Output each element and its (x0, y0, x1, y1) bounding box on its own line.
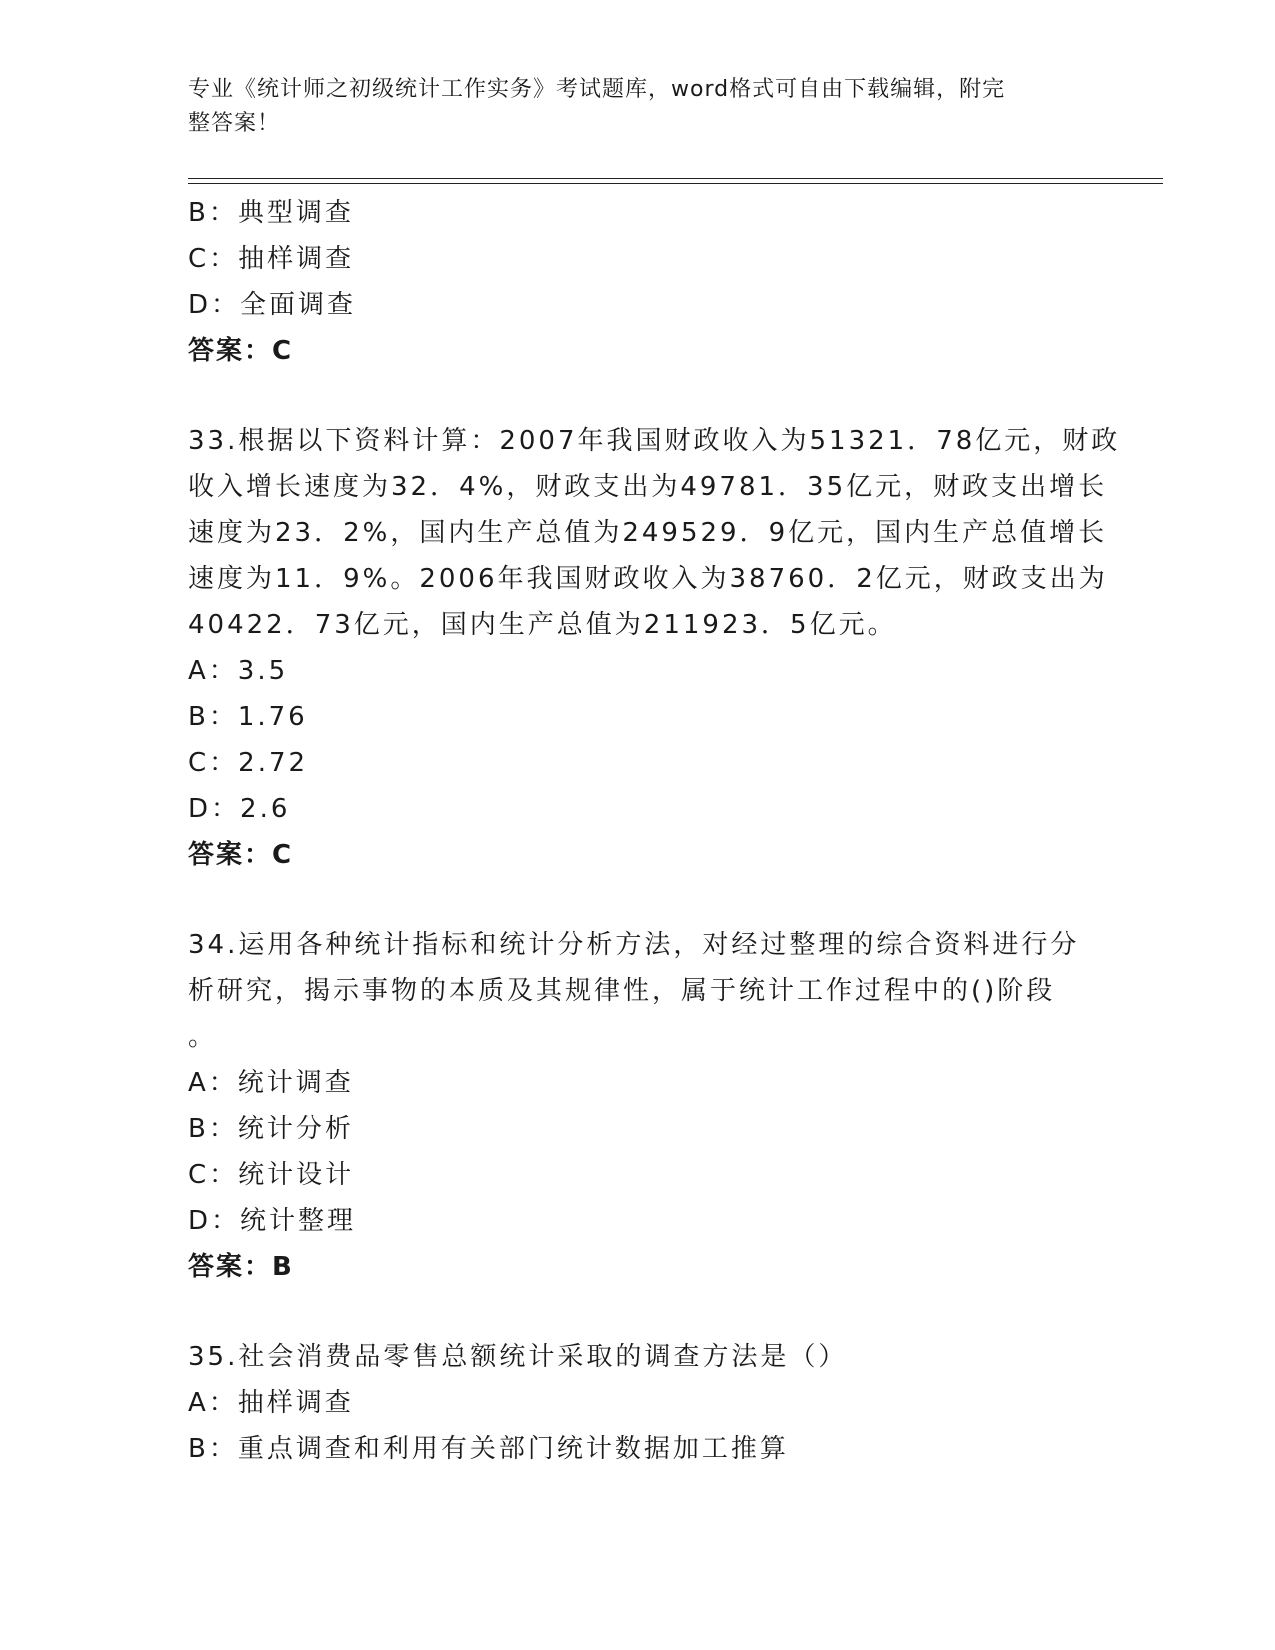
option-b: B：重点调查和利用有关部门统计数据加工推算 (188, 1434, 789, 1464)
spacer (188, 1290, 1088, 1334)
answer-line: 答案：C (188, 840, 294, 870)
answer-line: 答案：C (188, 336, 294, 366)
option-b: B：1.76 (188, 702, 308, 732)
option-a: A：3.5 (188, 656, 289, 686)
header-line-2: 整答案！ (188, 111, 281, 136)
option-d: D：2.6 (188, 794, 291, 824)
question-stem-line: 33.根据以下资料计算：2007年我国财政收入为51321．78亿元，财政 (188, 426, 1121, 456)
option-a: A：统计调查 (188, 1068, 354, 1098)
header-line-1: 专业《统计师之初级统计工作实务》考试题库，word格式可自由下载编辑，附完 (188, 77, 1006, 102)
question-stem-line: 35.社会消费品零售总额统计采取的调查方法是（） (188, 1342, 848, 1372)
question-stem-line: 40422．73亿元，国内生产总值为211923．5亿元。 (188, 610, 897, 640)
option-b: B：典型调查 (188, 198, 354, 228)
question-stem-line: 速度为23．2%，国内生产总值为249529．9亿元，国内生产总值增长 (188, 518, 1108, 548)
question-32 (188, 190, 1088, 374)
question-stem-line: 速度为11．9%。2006年我国财政收入为38760．2亿元，财政支出为 (188, 564, 1108, 594)
question-content (188, 190, 1121, 1472)
option-d: D：统计整理 (188, 1206, 357, 1236)
question-stem-line: 收入增长速度为32．4%，财政支出为49781．35亿元，财政支出增长 (188, 472, 1108, 502)
header-divider-top (188, 178, 1163, 179)
question-stem-line: 。 (188, 1022, 218, 1052)
spacer (188, 374, 1088, 418)
question-stem-line: 析研究，揭示事物的本质及其规律性，属于统计工作过程中的()阶段 (188, 976, 1056, 1006)
option-c: C：统计设计 (188, 1160, 355, 1190)
question-33 (188, 418, 1121, 878)
answer-line: 答案：B (188, 1252, 294, 1282)
question-34 (188, 922, 1088, 1290)
option-b: B：统计分析 (188, 1114, 354, 1144)
option-a: A：抽样调查 (188, 1388, 354, 1418)
spacer (188, 878, 1088, 922)
option-c: C：抽样调查 (188, 244, 355, 274)
document-header (188, 73, 1088, 141)
header-divider-bottom (188, 183, 1163, 184)
question-stem-line: 34.运用各种统计指标和统计分析方法，对经过整理的综合资料进行分 (188, 930, 1080, 960)
option-d: D：全面调查 (188, 290, 357, 320)
question-35 (188, 1334, 1088, 1472)
option-c: C：2.72 (188, 748, 309, 778)
